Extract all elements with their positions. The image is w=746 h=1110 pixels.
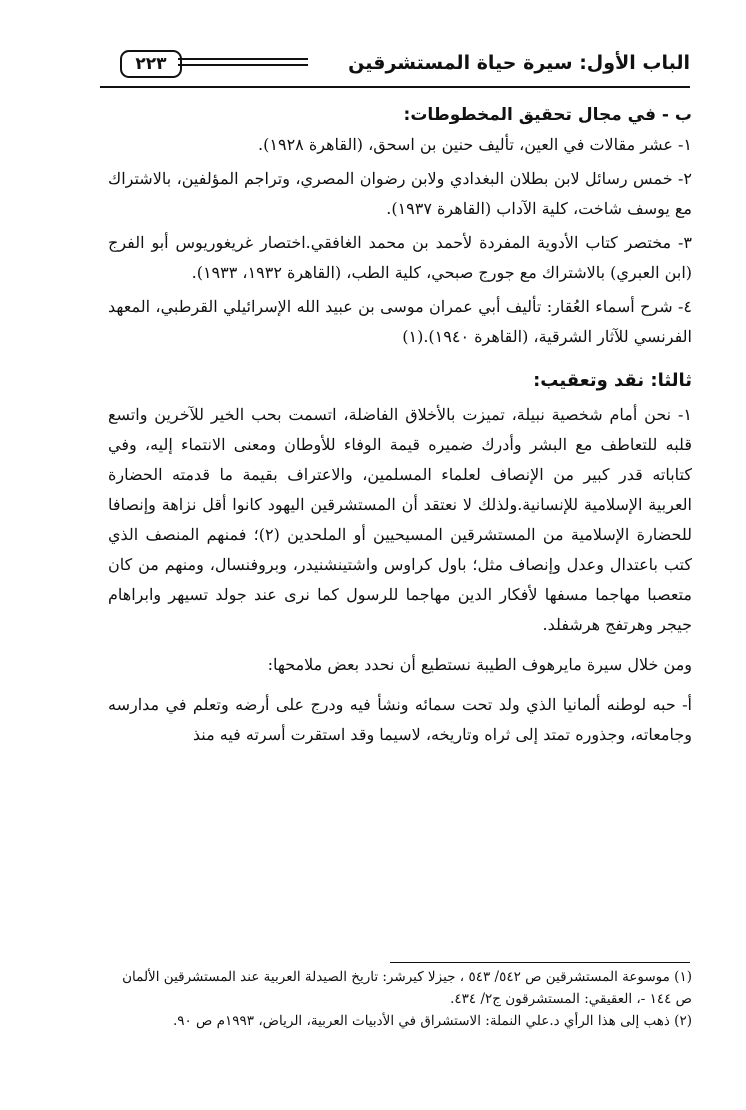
header-ornament-line xyxy=(178,58,308,60)
list-item: ٢- خمس رسائل لابن بطلان البغدادي ولابن رضوان المصري، وتراجم المؤلفين، بالاشتراك مع يوسف شاخت، كلية الآداب (القاهرة ١٩٣٧). xyxy=(108,169,692,218)
header-divider xyxy=(100,86,690,88)
paragraph: ومن خلال سيرة مايرهوف الطيبة نستطيع أن نحدد بعض ملامحها: xyxy=(267,655,692,674)
footnote: (١) موسوعة المستشرقين ص ٥٤٢/ ٥٤٣ ، جيزلا كيرشر: تاريخ الصيدلة العربية عند المستشرقين الألمان ص ١٤٤ -، العقيقي: المستشرقون ج٢/ ٤٣٤. xyxy=(122,969,692,1007)
paragraph: أ- حبه لوطنه ألمانيا الذي ولد تحت سمائه ونشأ فيه ودرج على أرضه وتعلم في مدارسه وجامعاته، وجذوره تمتد إلى ثراه وتاريخه، لاسيما وقد استقرت أسرته فيه منذ xyxy=(108,695,693,744)
page-number: ٢٢٣ xyxy=(120,50,182,78)
list-item: ٣- مختصر كتاب الأدوية المفردة لأحمد بن محمد الغافقي.اختصار غريغوريوس أبو الفرج (ابن العبري) بالاشتراك مع جورج صبحي، كلية الطب، (القاهرة ١٩٣٢، ١٩٣٣). xyxy=(108,233,692,282)
list-item: ١- عشر مقالات في العين، تأليف حنين بن اسحق، (القاهرة ١٩٢٨). xyxy=(258,135,692,154)
paragraph: ١- نحن أمام شخصية نبيلة، تميزت بالأخلاق الفاضلة، اتسمت بحب الخير للآخرين واتسع قلبه للتعاطف مع البشر وأدرك ضميره قيمة الوفاء للأوطان ومعنى الانتماء إليه، وفي كتاباته قدر كبير من الإنصاف لعلماء المسلمين، والاعتراف بقيمة ما قدمته الحضارة العربية الإسلامية للإنسانية.ولذلك لا نعتقد أن المستشرقين اليهود كانوا أقل نزاهة وإنصافا للحضارة الإسلامية من المستشرقين المسيحيين أو الملحدين (٢)؛ فمنهم المنصف الذي كتب باعتدال وعدل وإنصاف مثل؛ باول كراوس واشتينشنيدر، وبروفنسال، ومنهم من كان متعصبا مهاجما مسفها لأفكار الدين مهاجما للرسول كما نرى عند جولد تسيهر وابراهام جيجر وهرتفج هرشفلد. xyxy=(108,405,693,634)
main-text xyxy=(108,100,692,760)
section-heading: ب - في مجال تحقيق المخطوطات: xyxy=(403,105,692,125)
footnotes xyxy=(108,966,692,1032)
page-header xyxy=(100,42,690,86)
footnote-divider xyxy=(390,962,690,963)
list-item: ٤- شرح أسماء العُقار: تأليف أبي عمران موسى بن عبيد الله الإسرائيلي القرطبي، المعهد الفرنسي للآثار الشرقية، (القاهرة ١٩٤٠).(١) xyxy=(108,297,692,346)
chapter-title: الباب الأول: سيرة حياة المستشرقين xyxy=(348,52,690,74)
header-ornament-line xyxy=(178,64,308,66)
section-heading: ثالثا: نقد وتعقيب: xyxy=(533,370,692,391)
footnote: (٢) ذهب إلى هذا الرأي د.علي النملة: الاستشراق في الأدبيات العربية، الرياض، ١٩٩٣م ص ٩٠. xyxy=(172,1013,692,1029)
